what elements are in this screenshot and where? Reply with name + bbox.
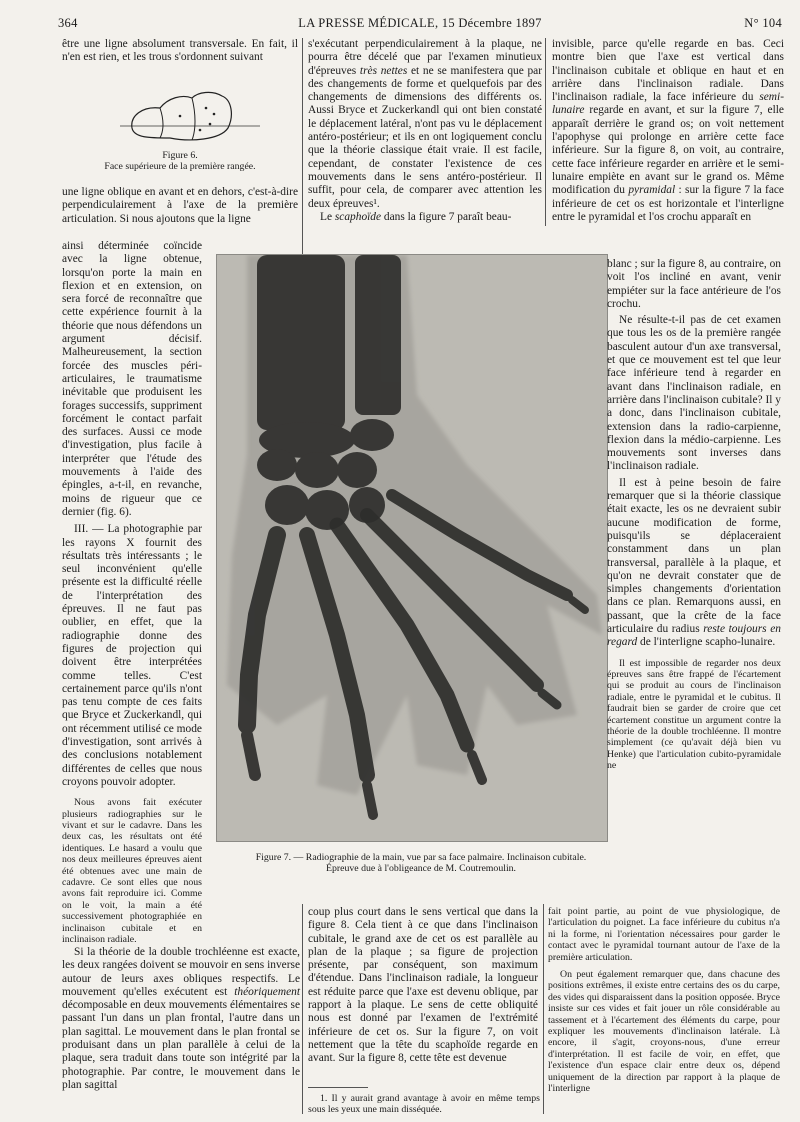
column-rule <box>302 904 303 1114</box>
journal-title: LA PRESSE MÉDICALE, 15 Décembre 1897 <box>298 16 542 30</box>
column-rule <box>545 38 546 226</box>
page-number: 364 <box>58 16 78 30</box>
figure-6-drawing <box>120 86 260 146</box>
col3-bottom-text: fait point partie, au point de vue physiologique, de l'articulation du poignet. La face inférieure du cubitus n'a ni la forme, ni l'orientation nécessaires pour garder le contact avec le pyramidal tournant autour de l'axe de la première articulation. On peut également remarquer que, dans chacune des positions extrêmes, il existe entre certains des os du carpe, des vides qui disparaissent dans la position opposée. Bryce insiste sur ces vides et fait jouer un rôle considérable au tassement et à l'écartement des éléments du carpe, pour expliquer les mouvements d'inclinaison latérale. Là encore, il s'agit, croyons-nous, d'une erreur d'interprétation. Il est facile de voir, en effet, que l'existence d'un espace clair entre deux os, dépend uniquement de la direction par rapport à la plaque de l'interligne <box>548 906 780 1095</box>
col1-narrow-text: ainsi déterminée coïncide avec la ligne obtenue, lorsqu'on porte la main en flexion et en extension, on sera forcé de reconnaître que cette expérience fournit à la théorie que nous défendons un argument décisif. Malheureusement, la section forcée des muscles péri-articulaires, le traumatisme inévitable que produisent les forages successifs, suppriment forcément le contact parfait des surfaces. Aussi ce mode d'investigation, plus facile à interpréter que l'étude des mouvements à l'aide des épingles, a-t-il, en revanche, moins de rigueur que ce dernier (fig. 6). III. — La photographie par les rayons X fournit des résultats très intéressants ; le seul inconvénient qu'elle présente est la difficulté réelle de l'interprétation des épreuves. Il ne faut pas oublier, en effet, que la radiographie donne des figures de projection qui doivent être interprétées comme telles. C'est certainement parce qu'ils n'ont pas tenu compte de ces faits que Bryce et Zuckerkandl, qui ont récemment utilisé ce mode d'investigation, sont arrivés à des conclusions notablement différentes de celles que nous croyons pouvoir adopter. Nous avons fait exécuter plusieurs radiographies sur le vivant et sur le cadavre. Dans les deux cas, les résultats ont été identiques. Le hasard a voulu que nos deux meilleures épreuves aient été obtenues avec une main de cadavre. Ce sont elles que nous avons fait reproduire ici. Comme on le voit, la main a été successivement photographiée en inclinaison cubitale et en inclinaison radiale. <box>62 240 202 946</box>
column-rule <box>302 38 303 256</box>
col1-mid-text: une ligne oblique en avant et en dehors, c'est-à-dire perpendiculairement à l'axe de la première articulation. Si nous ajoutons que la ligne <box>62 186 298 225</box>
figure-6-caption: Figure 6. Face supérieure de la première rangée. <box>104 150 256 173</box>
col3-narrow-text: blanc ; sur la figure 8, au contraire, on voit l'os incliné en avant, venir empiéter sur la face antérieure de l'os crochu. Ne résulte-t-il pas de cet examen que tous les os de la première rangée basculent autour d'un axe transversal, et que ce mouvement est tel que leur face inférieure tend à regarder en avant dans l'inclinaison radiale, en arrière dans l'inclinaison cubitale? Il y a donc, dans l'inclinaison cubitale, extension dans la radio-carpienne, flexion dans la médio-carpienne. Les mouvements sont inverses dans l'inclinaison radiale. Il est à peine besoin de faire remarquer que si la théorie classique était exacte, les os ne devraient subir aucune modification de forme, puisqu'ils se déplaceraient constamment dans un plan transversal, parallèle à la plaque, et qu'on ne devrait constater que de simples changements d'orientation dans ce plan. Remarquons aussi, en passant, que la crête de la face articulaire du radius reste toujours en regard de l'interligne scapho-lunaire. Il est impossible de regarder nos deux épreuves sans être frappé de l'écartement qui se produit au cours de l'inclinaison radiale, entre le pyramidal et le cubitus. Il faudrait bien se garder de croire que cet écartement constitue un argument contre la théorie de la double trochléenne. Il montre simplement (ce qu'avait déjà bien vu Henke) que l'articulation cubito-pyramidale ne <box>607 258 781 772</box>
footnote: 1. Il y aurait grand avantage à avoir en même temps sous les yeux une main disséquée. <box>308 1093 540 1116</box>
radiograph-hand-image <box>216 254 608 842</box>
col1-bottom-text: Si la théorie de la double trochléenne est exacte, les deux rangées doivent se mouvoir en sens inverse autour de leurs axes obliques respectifs. Le mouvement qu'elles exécutent est théoriquement décomposable en deux mouvements élémentaires se passant l'un dans un plan frontal, l'autre dans un plan sagittal. Le mouvement dans le plan frontal se produisant dans un plan parallèle à celui de la plaque, sera traduit dans toute son intégrité par la photographie. Par contre, le mouvement dans le plan sagittal <box>62 946 300 1091</box>
figure-7-caption: Figure 7. — Radiographie de la main, vue par sa face palmaire. Inclinaison cubitale. Épreuve due à l'obligeance de M. Coutremoulin. <box>255 852 587 875</box>
col2-top-text: s'exécutant perpendiculairement à la plaque, ne pourra être décelé que par l'examen minutieux d'épreuves très nettes et ne se manifestera que par des changements de forme et quelquefois par des changements de dimensions des différents os. Aussi Bryce et Zuckerkandl qui ont bien constaté le déplacement latéral, n'ont pas vu le déplacement antéro-postérieur; et ils en ont logiquement conclu que la théorie classique était vraie. Il est facile, cependant, de constater l'existence de ces mouvements dans le sens antéro-postérieur. Il suffit, pour cela, de comparer avec attention les deux épreuves¹. Le scaphoïde dans la figure 7 paraît beau- <box>308 38 542 223</box>
column-rule <box>543 904 544 1114</box>
footnote-rule <box>308 1087 368 1088</box>
col2-bottom-text: coup plus court dans le sens vertical que dans la figure 8. Cela tient à ce que dans l'inclinaison cubitale, le grand axe de cet os est parallèle au plan de la plaque ; sa figure de projection présente, par conséquent, son maximum d'étendue. Dans l'inclinaison radiale, la longueur est réduite parce que l'axe est devenu oblique, par rapport à la plaque. Le sens de cette obliquité nous est donné par l'examen de l'extrémité inférieure de cet os. Sur la figure 7, on voit nettement que la tête du scaphoïde regarde en avant. Sur la figure 8, cette tête est devenue <box>308 906 538 1065</box>
col3-top-text: invisible, parce qu'elle regarde en bas. Ceci montre bien que l'axe est vertical dans l'inclinaison cubitale et oblique en haut et en arrière dans l'inclinaison radiale. Dans l'inclinaison radiale, la face inférieure du semi-lunaire regarde en avant, et sur la figure 7, elle apparaît derrière le grand os; on voit nettement l'apophyse qui prolonge en arrière cette face inférieure. Sur la figure 8, on voit, au contraire, cette face inférieure regarder en arrière et le semi-lunaire empiète en avant sur le grand os. Même modification du pyramidal : sur la figure 7 la face inférieure de cet os est horizontale et l'interligne entre le pyramidal et l'os crochu apparaît en <box>552 38 784 223</box>
col1-top-text: être une ligne absolument transversale. En fait, il n'en est rien, et les trous s'ordonnent suivant <box>62 38 298 64</box>
issue-number: N° 104 <box>744 16 782 30</box>
page-header <box>58 14 782 34</box>
